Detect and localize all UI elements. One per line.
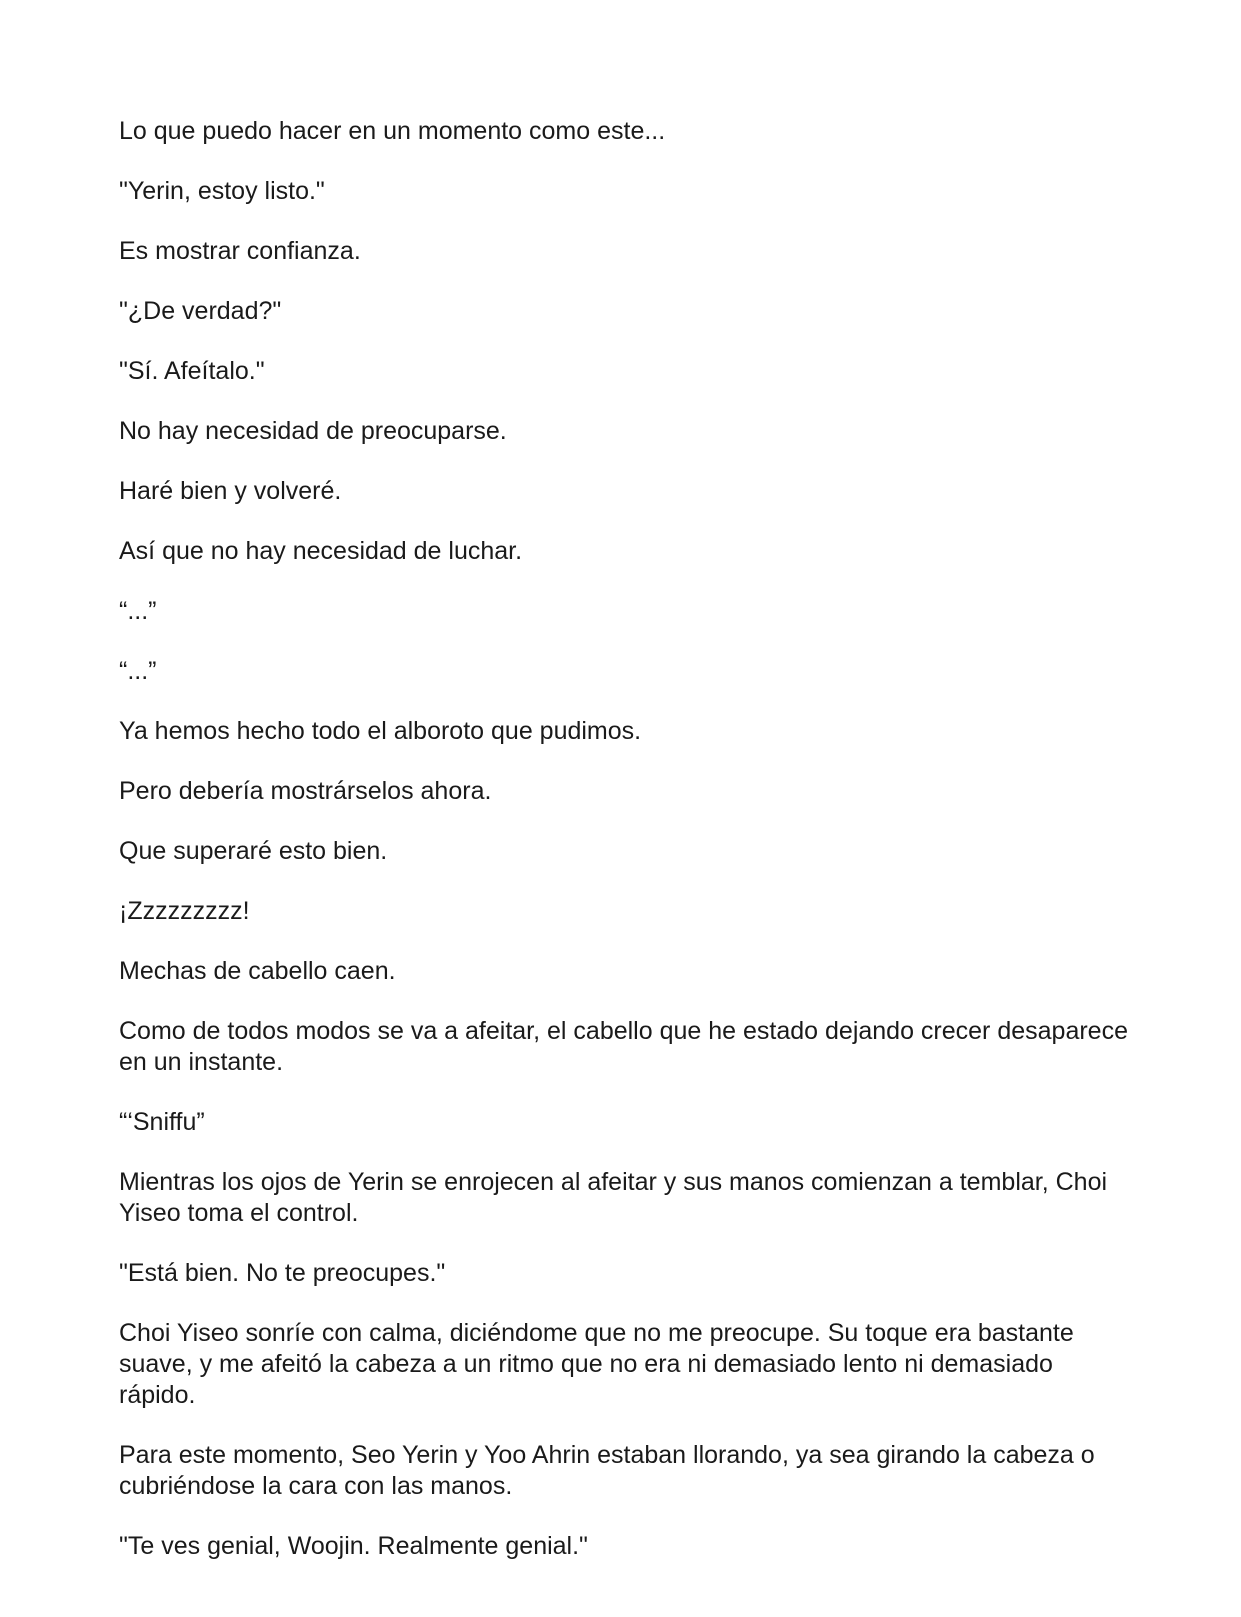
- paragraph: Que superaré esto bien.: [119, 837, 388, 865]
- paragraph: Pero debería mostrárselos ahora.: [119, 777, 492, 805]
- paragraph: "¿De verdad?": [119, 297, 282, 325]
- paragraph: No hay necesidad de preocuparse.: [119, 417, 507, 445]
- paragraph: Así que no hay necesidad de luchar.: [119, 537, 523, 565]
- paragraph: Ya hemos hecho todo el alboroto que pudimos.: [119, 717, 642, 745]
- paragraph: "Sí. Afeítalo.": [119, 357, 265, 385]
- paragraph: Haré bien y volveré.: [119, 477, 342, 505]
- paragraph: “...”: [119, 657, 157, 685]
- paragraph: “‘Sniffu”: [119, 1108, 205, 1136]
- paragraph: ¡Zzzzzzzzz!: [119, 897, 250, 925]
- paragraph: Choi Yiseo sonríe con calma, diciéndome que no me preocupe. Su toque era bastante suave, y me afeitó la cabeza a un ritmo que no era ni demasiado lento ni demasiado rápido.: [119, 1319, 1081, 1409]
- paragraph: "Está bien. No te preocupes.": [119, 1259, 446, 1287]
- paragraph: “...”: [119, 597, 157, 625]
- paragraph: Como de todos modos se va a afeitar, el cabello que he estado dejando crecer desaparece en un instante.: [119, 1017, 1135, 1076]
- paragraph: Es mostrar confianza.: [119, 237, 361, 265]
- paragraph: "Te ves genial, Woojin. Realmente genial.": [119, 1532, 588, 1560]
- paragraph: "Yerin, estoy listo.": [119, 177, 325, 205]
- paragraph: Mientras los ojos de Yerin se enrojecen al afeitar y sus manos comienzan a temblar, Choi Yiseo toma el control.: [119, 1168, 1114, 1227]
- document-body: [119, 116, 1135, 1591]
- paragraph: Para este momento, Seo Yerin y Yoo Ahrin estaban llorando, ya sea girando la cabeza o cubriéndose la cara con las manos.: [119, 1441, 1102, 1500]
- paragraph: Mechas de cabello caen.: [119, 957, 396, 985]
- paragraph: Lo que puedo hacer en un momento como este...: [119, 117, 666, 145]
